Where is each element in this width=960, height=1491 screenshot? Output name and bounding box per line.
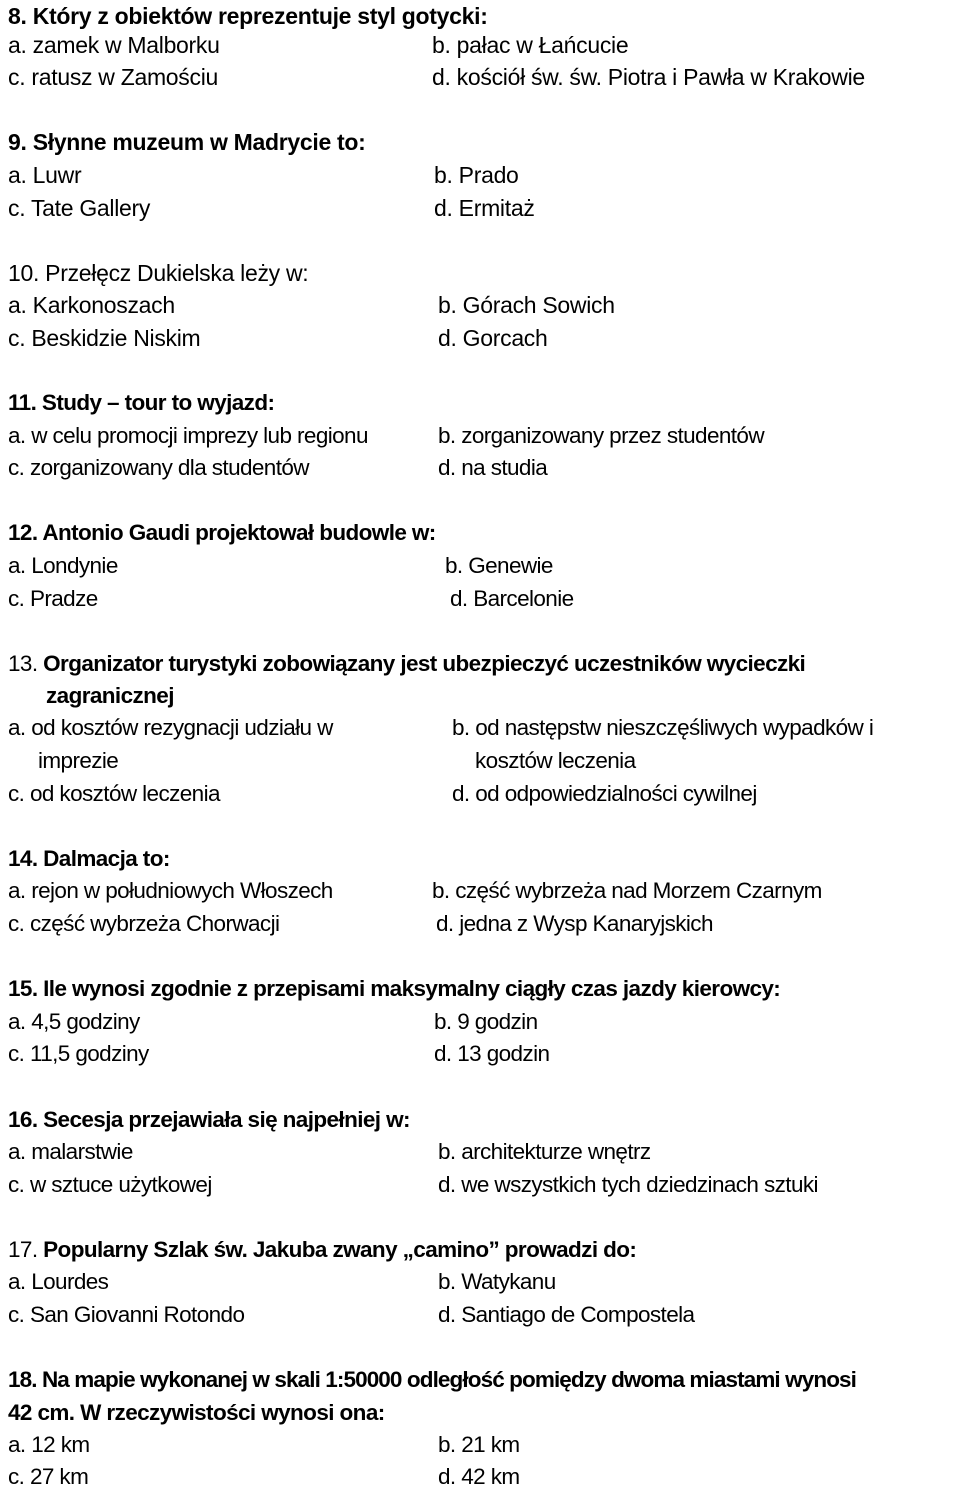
answer-8a: a. zamek w Malborku	[8, 32, 220, 58]
question-number: 16.	[8, 1107, 38, 1132]
answer-8c: c. ratusz w Zamościu	[8, 64, 218, 90]
answer-14c: c. część wybrzeża Chorwacji	[8, 911, 280, 936]
answer-12a: a. Londynie	[8, 553, 118, 578]
question-number: 14.	[8, 846, 38, 871]
answer-8d: d. kościół św. św. Piotra i Pawła w Krakowie	[432, 64, 865, 90]
question-8	[8, 2, 488, 30]
answer-13d: d. od odpowiedzialności cywilnej	[452, 781, 757, 806]
question-13	[8, 650, 805, 678]
question-9	[8, 128, 366, 156]
answer-12c: c. Pradze	[8, 586, 98, 611]
question-number: 11.	[8, 390, 37, 415]
answer-9d: d. Ermitaż	[434, 195, 535, 221]
answer-9b: b. Prado	[434, 162, 519, 188]
question-text: Study – tour to wyjazd:	[41, 390, 275, 415]
question-number: 8.	[8, 3, 27, 29]
answer-10d: d. Gorcach	[438, 325, 548, 351]
answer-15d: d. 13 godzin	[434, 1041, 550, 1066]
answer-11a: a. w celu promocji imprezy lub regionu	[8, 423, 368, 448]
answer-16c: c. w sztuce użytkowej	[8, 1172, 212, 1197]
answer-16d: d. we wszystkich tych dziedzinach sztuki	[438, 1172, 818, 1197]
answer-10b: b. Górach Sowich	[438, 292, 615, 318]
question-number: 10.	[8, 260, 40, 286]
answer-16a: a. malarstwie	[8, 1139, 133, 1164]
answer-18a: a. 12 km	[8, 1432, 90, 1457]
question-text: Słynne muzeum w Madrycie to:	[32, 129, 366, 155]
answer-11d: d. na studia	[438, 455, 548, 480]
question-number: 13.	[8, 651, 38, 676]
question-13-continued: zagranicznej	[46, 683, 174, 708]
answer-15c: c. 11,5 godziny	[8, 1041, 149, 1066]
question-text: Organizator turystyki zobowiązany jest ubezpieczyć uczestników wycieczki	[43, 651, 806, 676]
question-number: 17.	[8, 1237, 38, 1262]
answer-13c: c. od kosztów leczenia	[8, 781, 220, 806]
question-number: 12.	[8, 520, 38, 545]
answer-12b: b. Genewie	[445, 553, 553, 578]
answer-13a: a. od kosztów rezygnacji udziału w	[8, 715, 333, 740]
answer-10c: c. Beskidzie Niskim	[8, 325, 201, 351]
answer-11b: b. zorganizowany przez studentów	[438, 423, 764, 448]
answer-18d: d. 42 km	[438, 1464, 520, 1489]
answer-18c: c. 27 km	[8, 1464, 89, 1489]
question-18-continued: 42 cm. W rzeczywistości wynosi ona:	[8, 1400, 385, 1425]
answer-8b: b. pałac w Łańcucie	[432, 32, 629, 58]
question-number: 15.	[8, 976, 38, 1001]
answer-12d: d. Barcelonie	[450, 586, 574, 611]
answer-13b-continued: kosztów leczenia	[475, 748, 636, 773]
answer-14d: d. jedna z Wysp Kanaryjskich	[436, 911, 713, 936]
question-text: Który z obiektów reprezentuje styl gotycki:	[32, 3, 488, 29]
question-18	[8, 1366, 856, 1394]
question-10	[8, 259, 308, 287]
question-text: Ile wynosi zgodnie z przepisami maksymalny ciągły czas jazdy kierowcy:	[43, 976, 781, 1001]
answer-17d: d. Santiago de Compostela	[438, 1302, 695, 1327]
answer-17c: c. San Giovanni Rotondo	[8, 1302, 245, 1327]
question-14	[8, 845, 170, 873]
question-text: Dalmacja to:	[43, 846, 170, 871]
question-text: Na mapie wykonanej w skali 1:50000 odległość pomiędzy dwoma miastami wynosi	[41, 1367, 857, 1392]
answer-15a: a. 4,5 godziny	[8, 1009, 140, 1034]
answer-15b: b. 9 godzin	[434, 1009, 538, 1034]
answer-17b: b. Watykanu	[438, 1269, 556, 1294]
question-text: Popularny Szlak św. Jakuba zwany „camino” prowadzi do:	[43, 1237, 637, 1262]
answer-14b: b. część wybrzeża nad Morzem Czarnym	[432, 878, 822, 903]
answer-16b: b. architekturze wnętrz	[438, 1139, 651, 1164]
question-15	[8, 975, 780, 1003]
question-text: Przełęcz Dukielska leży w:	[45, 260, 309, 286]
question-16	[8, 1106, 410, 1134]
answer-10a: a. Karkonoszach	[8, 292, 175, 318]
answer-11c: c. zorganizowany dla studentów	[8, 455, 309, 480]
answer-9c: c. Tate Gallery	[8, 195, 151, 221]
question-11	[8, 389, 274, 417]
answer-17a: a. Lourdes	[8, 1269, 109, 1294]
question-12	[8, 519, 436, 547]
question-number: 9.	[8, 129, 27, 155]
question-text: Secesja przejawiała się najpełniej w:	[43, 1107, 410, 1132]
answer-13b: b. od następstw nieszczęśliwych wypadków i	[452, 715, 874, 740]
question-number: 18.	[8, 1367, 37, 1392]
answer-9a: a. Luwr	[8, 162, 82, 188]
answer-14a: a. rejon w południowych Włoszech	[8, 878, 333, 903]
question-17	[8, 1236, 636, 1264]
question-text: Antonio Gaudi projektował budowle w:	[42, 520, 436, 545]
answer-18b: b. 21 km	[438, 1432, 520, 1457]
answer-13a-continued: imprezie	[38, 748, 119, 773]
